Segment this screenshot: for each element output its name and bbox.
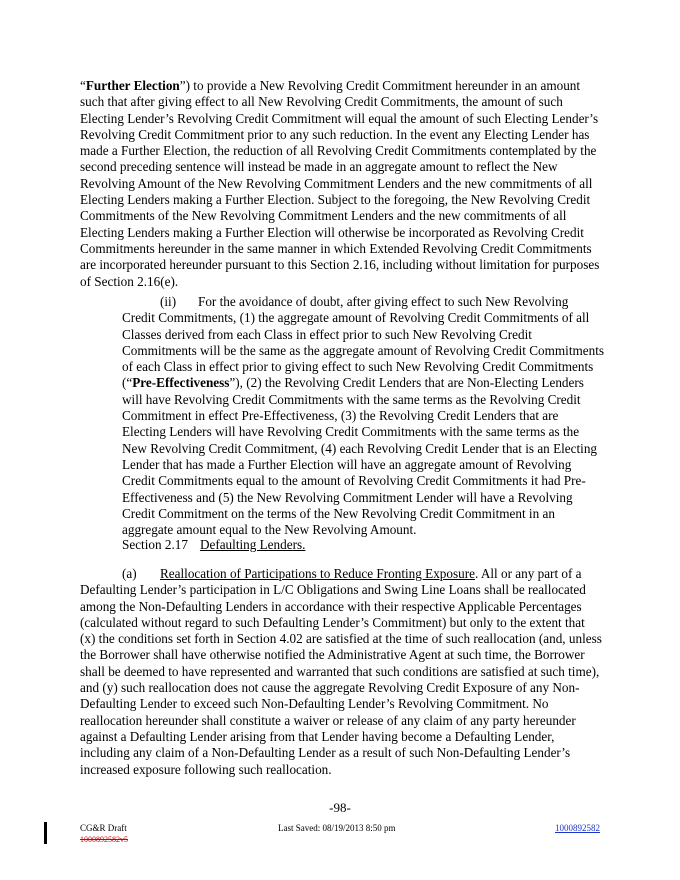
- paragraph-text-after: ”), (2) the Revolving Credit Lenders that are Non-Electing Lenders will have Revolving Credit Commitments with the same terms as the Revolving Credit Commitment in effect Pre-Effectiveness, (3) the Revolving Credit Lenders that are Electing Lenders will have Revolving Credit Commitments with the same terms as the New Revolving Credit Commitment, (4) each Revolving Credit Lender that is an Electing Lender that has made a Further Election will have an aggregate amount of Revolving Credit Commitments equal to the amount of Revolving Credit Commitments it had Pre-Effectiveness and (5) the New Revolving Commitment Lender will have a Revolving Credit Commitment on the terms of the New Revolving Credit Commitment in an aggregate amount equal to the New Revolving Amount.: [122, 375, 598, 538]
- paragraph-heading: Reallocation of Participations to Reduce Fronting Exposure: [160, 566, 475, 581]
- deleted-doc-number: 1000892582v5: [80, 835, 128, 844]
- change-bar: [44, 822, 47, 844]
- footer-left: [80, 823, 128, 845]
- open-quote: “: [80, 78, 86, 93]
- last-saved: Last Saved: 08/19/2013 8:50 pm: [278, 823, 396, 833]
- section-heading: [122, 537, 602, 553]
- paragraph-further-election: [80, 78, 602, 290]
- paragraph-text: ”) to provide a New Revolving Credit Commitment hereunder in an amount such that after giving effect to all New Revolving Credit Commitments, the amount of such Electing Lender’s Revolving Credit Commitment will equal the amount of such Electing Lender’s Revolving Credit Commitment prior to any such reduction. In the event any Electing Lender has made a Further Election, the reduction of all Revolving Credit Commitments contemplated by the second preceding sentence will instead be made in an aggregate amount to reflect the New Revolving Amount of the New Revolving Commitment Lenders and the new commitments of all Electing Lenders making a Further Election. Subject to the foregoing, the New Revolving Credit Commitments of the New Revolving Commitment Lenders and the new commitments of all Electing Lenders making a Further Election will otherwise be incorporated as Revolving Credit Commitments hereunder in the same manner in which Extended Revolving Credit Commitments are incorporated hereunder pursuant to this Section 2.16, including without limitation for purposes of Section 2.16(e).: [80, 78, 600, 289]
- paragraph-text-before: For the avoidance of doubt, after giving effect to such New Revolving Credit Commitments, (1) the aggregate amount of Revolving Credit Commitments of all Classes derived from each Class in effect prior to such New Revolving Credit Commitments will be the same as the aggregate amount of Revolving Credit Commitments of each Class in effect prior to giving effect to such New Revolving Credit Commitments (“: [122, 294, 604, 391]
- paragraph-avoidance-of-doubt: [122, 294, 604, 538]
- section-number: Section 2.17: [122, 537, 188, 552]
- paragraph-marker: (a): [122, 566, 137, 581]
- doc-number-link[interactable]: 1000892582: [555, 823, 600, 833]
- defined-term-further-election: Further Election: [85, 78, 180, 93]
- page-number: -98-: [329, 800, 351, 815]
- paragraph-text: . All or any part of a Defaulting Lender’s participation in L/C Obligations and Swing Line Loans shall be reallocated among the Non-Defaulting Lenders in accordance with their respective Applicable Percentages (calculated without regard to such Defaulting Lender’s Commitment) but only to the extent that (x) the conditions set forth in Section 4.02 are satisfied at the time of such reallocation (and, unless the Borrower shall have otherwise notified the Administrative Agent at such time, the Borrower shall be deemed to have represented and warranted that such conditions are satisfied at such time), and (y) such reallocation does not cause the aggregate Revolving Credit Exposure of any Non-Defaulting Lender to exceed such Non-Defaulting Lender’s Revolving Commitment. No reallocation hereunder shall constitute a waiver or release of any claim of any party hereunder against a Defaulting Lender arising from that Lender having become a Defaulting Lender, including any claim of a Non-Defaulting Lender as a result of such Non-Defaulting Lender’s increased exposure following such reallocation.: [80, 566, 602, 777]
- section-title: Defaulting Lenders.: [199, 537, 306, 552]
- paragraph-reallocation: [80, 566, 602, 778]
- defined-term-pre-effectiveness: Pre-Effectiveness: [132, 375, 230, 391]
- draft-label: CG&R Draft: [80, 823, 127, 833]
- paragraph-marker: (ii): [160, 294, 177, 309]
